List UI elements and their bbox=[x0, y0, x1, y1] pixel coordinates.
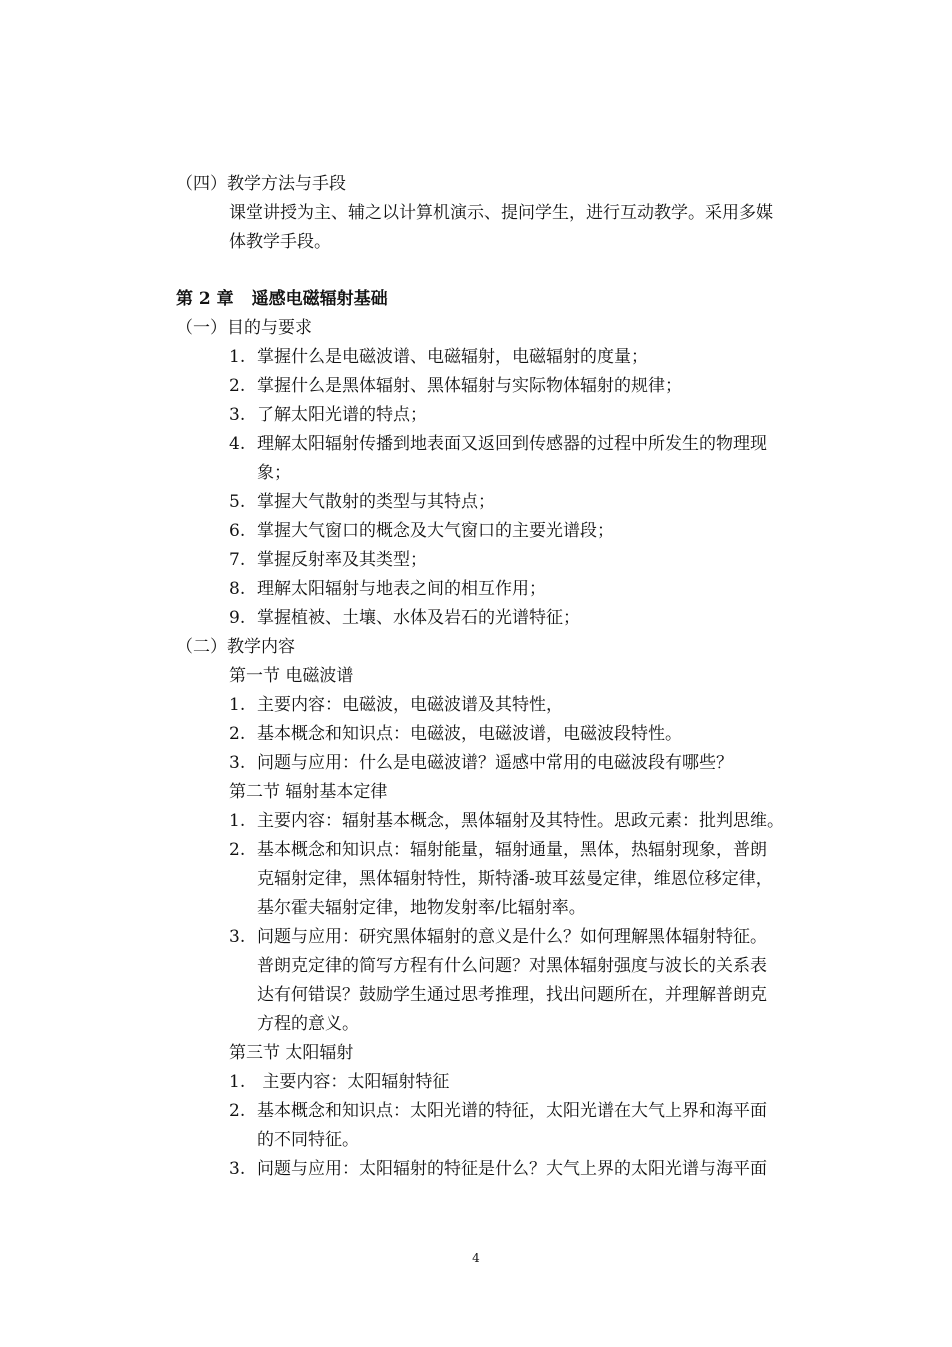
page-content bbox=[176, 170, 840, 1184]
objective-item bbox=[176, 343, 840, 372]
content-item-number: 3. bbox=[229, 1159, 246, 1179]
objective-number: 9. bbox=[229, 608, 246, 628]
content-item-line: 方程的意义。 bbox=[257, 1014, 359, 1034]
objective-number: 4. bbox=[229, 434, 246, 454]
objective-number: 2. bbox=[229, 376, 246, 396]
content-item-number: 2. bbox=[229, 1101, 246, 1121]
chapter-title: 遥感电磁辐射基础 bbox=[251, 289, 388, 309]
objective-text: 了解太阳光谱的特点； bbox=[257, 405, 427, 425]
content-item bbox=[176, 720, 840, 749]
page-number: 4 bbox=[472, 1251, 480, 1265]
objective-text-continued: 象； bbox=[257, 463, 291, 483]
content-item-line: 达有何错误？鼓励学生通过思考推理，找出问题所在，并理解普朗克 bbox=[257, 985, 767, 1005]
content-item-line: 基本概念和知识点：太阳光谱的特征，太阳光谱在大气上界和海平面 bbox=[257, 1101, 767, 1121]
content-item-line: 普朗克定律的简写方程有什么问题？对黑体辐射强度与波长的关系表 bbox=[257, 956, 767, 976]
objective-text: 掌握什么是电磁波谱、电磁辐射，电磁辐射的度量； bbox=[257, 347, 648, 367]
content-item-number: 1. bbox=[229, 695, 246, 715]
content-item-line: 主要内容：辐射基本概念，黑体辐射及其特性。思政元素：批判思维。 bbox=[257, 811, 784, 831]
content-item bbox=[176, 923, 840, 1039]
section-title: 第二节 辐射基本定律 bbox=[229, 782, 388, 802]
objective-text: 掌握大气窗口的概念及大气窗口的主要光谱段； bbox=[257, 521, 614, 541]
content-item bbox=[176, 1097, 840, 1155]
section-four-heading: （四）教学方法与手段 bbox=[176, 174, 346, 194]
objective-text: 掌握大气散射的类型与其特点； bbox=[257, 492, 495, 512]
content-item bbox=[176, 749, 840, 778]
chapter-heading bbox=[176, 285, 840, 314]
section-title: 第三节 太阳辐射 bbox=[229, 1043, 354, 1063]
objective-item bbox=[176, 575, 840, 604]
content-item-number: 1. bbox=[229, 1072, 246, 1092]
content-item bbox=[176, 836, 840, 923]
objective-item bbox=[176, 372, 840, 401]
content-item-line: 基本概念和知识点：辐射能量，辐射通量，黑体，热辐射现象，普朗 bbox=[257, 840, 767, 860]
content-item-line: 问题与应用：研究黑体辐射的意义是什么？如何理解黑体辐射特征。 bbox=[257, 927, 767, 947]
content-item bbox=[176, 1155, 840, 1184]
objective-item bbox=[176, 546, 840, 575]
content-item-line: 问题与应用：什么是电磁波谱？遥感中常用的电磁波段有哪些？ bbox=[257, 753, 733, 773]
content-item-number: 3. bbox=[229, 927, 246, 947]
content-item-line: 问题与应用：太阳辐射的特征是什么？大气上界的太阳光谱与海平面 bbox=[257, 1159, 767, 1179]
content-item bbox=[176, 1068, 840, 1097]
objective-number: 7. bbox=[229, 550, 246, 570]
content-heading: （二）教学内容 bbox=[176, 637, 295, 657]
content-item bbox=[176, 807, 840, 836]
content-item bbox=[176, 691, 840, 720]
content-item-line: 的不同特征。 bbox=[257, 1130, 359, 1150]
content-item-line: 基尔霍夫辐射定律，地物发射率/比辐射率。 bbox=[257, 898, 586, 918]
section-title: 第一节 电磁波谱 bbox=[229, 666, 354, 686]
objectives-heading: （一）目的与要求 bbox=[176, 318, 312, 338]
section-four-paragraph-line-1: 课堂讲授为主、辅之以计算机演示、提问学生，进行互动教学。采用多媒 bbox=[229, 203, 773, 223]
objective-text: 掌握反射率及其类型； bbox=[257, 550, 427, 570]
objective-number: 6. bbox=[229, 521, 246, 541]
section-four-paragraph-line-2: 体教学手段。 bbox=[229, 232, 331, 252]
content-item-number: 2. bbox=[229, 724, 246, 744]
objective-number: 8. bbox=[229, 579, 246, 599]
objective-number: 5. bbox=[229, 492, 246, 512]
content-item-line: 主要内容：太阳辐射特征 bbox=[257, 1072, 450, 1092]
objective-number: 3. bbox=[229, 405, 246, 425]
content-item-line: 克辐射定律，黑体辐射特性，斯特潘-玻耳兹曼定律，维恩位移定律， bbox=[257, 869, 773, 889]
objective-text: 掌握植被、土壤、水体及岩石的光谱特征； bbox=[257, 608, 580, 628]
objective-item bbox=[176, 430, 840, 488]
content-item-line: 主要内容：电磁波，电磁波谱及其特性， bbox=[257, 695, 563, 715]
objective-text: 理解太阳辐射与地表之间的相互作用； bbox=[257, 579, 546, 599]
objective-item bbox=[176, 401, 840, 430]
objective-text: 理解太阳辐射传播到地表面又返回到传感器的过程中所发生的物理现 bbox=[257, 434, 767, 454]
content-item-number: 2. bbox=[229, 840, 246, 860]
objective-item bbox=[176, 604, 840, 633]
objective-text: 掌握什么是黑体辐射、黑体辐射与实际物体辐射的规律； bbox=[257, 376, 682, 396]
chapter-number: 第 2 章 bbox=[176, 289, 234, 309]
content-item-line: 基本概念和知识点：电磁波，电磁波谱，电磁波段特性。 bbox=[257, 724, 682, 744]
objective-item bbox=[176, 488, 840, 517]
objective-item bbox=[176, 517, 840, 546]
content-item-number: 1. bbox=[229, 811, 246, 831]
objective-number: 1. bbox=[229, 347, 246, 367]
content-item-number: 3. bbox=[229, 753, 246, 773]
